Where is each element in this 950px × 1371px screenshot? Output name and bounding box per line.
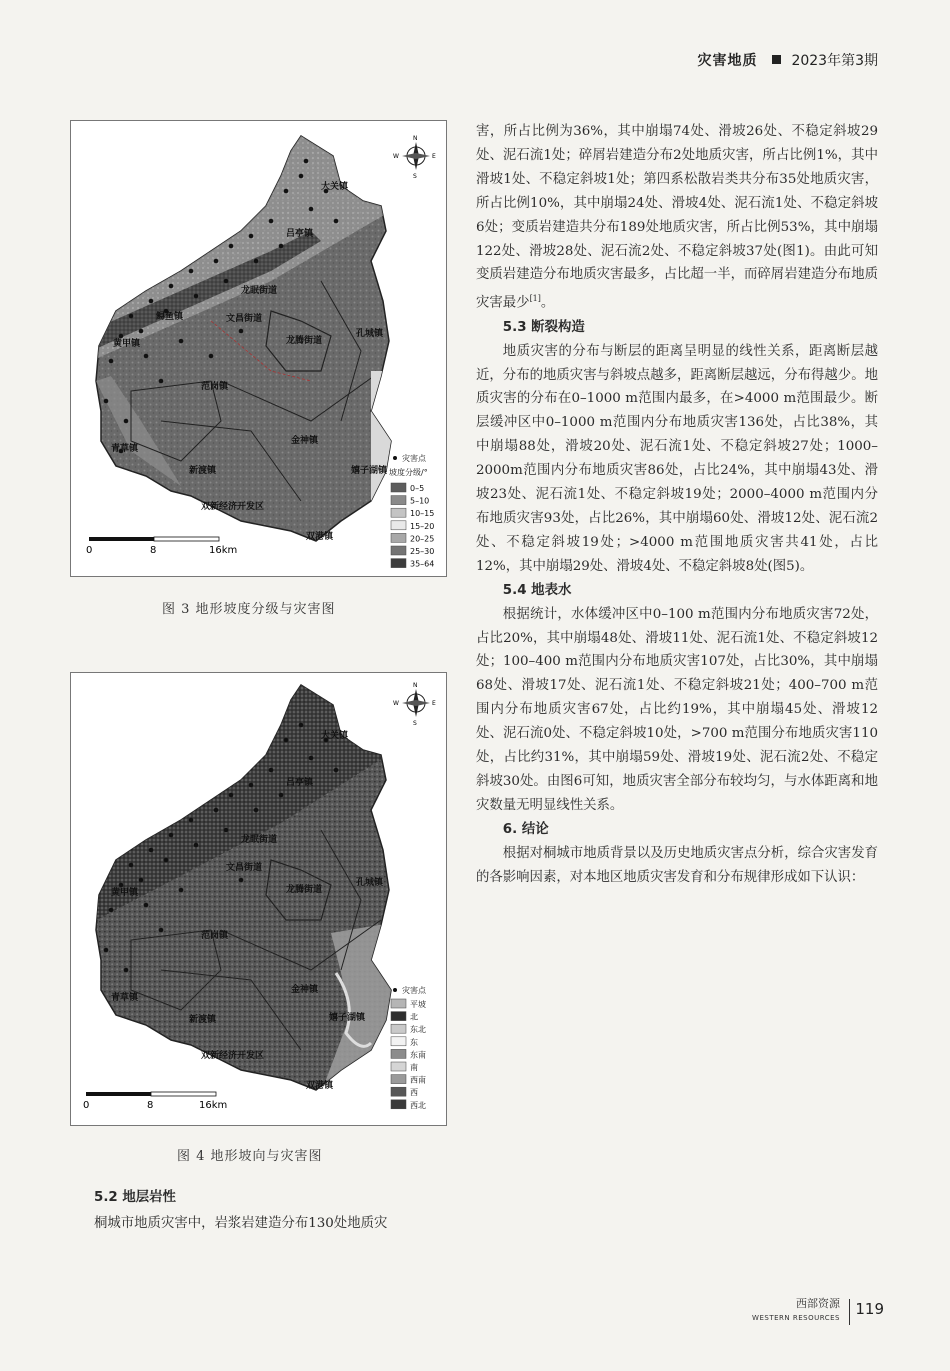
- left-column-text: [94, 1185, 469, 1237]
- legend-swatch: [391, 1087, 406, 1096]
- divider: [849, 1299, 850, 1325]
- legend-label: 20–25: [410, 534, 435, 544]
- legend-label: 东北: [410, 1025, 426, 1035]
- town-label: 新渡镇: [189, 466, 217, 476]
- slope-legend: [389, 453, 434, 569]
- town-label: 鲟鱼镇: [156, 312, 184, 322]
- town-label: 双新经济开发区: [201, 1051, 265, 1061]
- scale-bar: [86, 537, 237, 556]
- journal-brand: 西部资源 WESTERN RESOURCES: [752, 1297, 840, 1322]
- svg-text:N: N: [413, 135, 418, 142]
- square-bullet-icon: [772, 55, 781, 64]
- section-heading-5-3: 5.3 断裂构造: [502, 319, 585, 335]
- legend-swatch: [391, 521, 406, 530]
- citation-ref: [1]: [529, 294, 541, 304]
- legend-swatch: [391, 1062, 406, 1071]
- town-label: 青草镇: [111, 444, 139, 454]
- legend-swatch: [391, 483, 406, 492]
- svg-text:E: E: [432, 700, 436, 707]
- compass-rose-icon: [393, 682, 436, 727]
- svg-text:坡度分级/°: 坡度分级/°: [389, 468, 428, 477]
- aspect-legend: [391, 985, 427, 1110]
- svg-text:灾害点: 灾害点: [402, 986, 426, 995]
- town-label: 嬉子湖镇: [329, 1013, 366, 1023]
- town-label: 大关镇: [321, 182, 349, 192]
- issue-label: 2023年第3期: [791, 53, 878, 69]
- journal-name: 灾害地质: [697, 53, 758, 69]
- svg-text:0: 0: [86, 545, 93, 556]
- legend-swatch: [391, 533, 406, 542]
- legend-label: 西北: [410, 1100, 426, 1110]
- legend-swatch: [391, 496, 406, 505]
- town-label: 吕亭镇: [286, 229, 314, 239]
- town-label: 黄甲镇: [111, 888, 139, 898]
- town-label: 范岗镇: [201, 382, 229, 392]
- town-label: 双新经济开发区: [201, 502, 265, 512]
- running-header: [698, 50, 878, 70]
- town-label: 龙腾街道: [286, 336, 323, 346]
- svg-text:0: 0: [83, 1100, 90, 1111]
- town-label: 范岗镇: [201, 931, 229, 941]
- legend-swatch: [391, 1100, 406, 1109]
- legend-label: 5–10: [410, 496, 430, 506]
- section-heading-5-2: 5.2 地层岩性: [94, 1190, 176, 1205]
- svg-text:N: N: [413, 682, 418, 689]
- town-label: 龙眠街道: [241, 286, 278, 296]
- town-label: 金神镇: [291, 985, 319, 995]
- town-label: 孔城镇: [356, 329, 384, 339]
- town-label: 大关镇: [321, 731, 349, 741]
- paragraph: 桐城市地质灾害中，岩浆岩建造分布130处地质灾: [94, 1216, 388, 1231]
- svg-text:8: 8: [147, 1100, 154, 1111]
- town-label: 新渡镇: [189, 1015, 217, 1025]
- legend-label: 15–20: [410, 521, 435, 531]
- legend-swatch: [391, 1024, 406, 1033]
- legend-swatch: [391, 1075, 406, 1084]
- town-label: 双港镇: [306, 532, 334, 542]
- legend-label: 北: [410, 1012, 418, 1022]
- legend-label: 西南: [410, 1075, 426, 1085]
- svg-text:W: W: [393, 153, 399, 160]
- svg-text:E: E: [432, 153, 436, 160]
- legend-label: 10–15: [410, 509, 435, 519]
- svg-text:S: S: [413, 720, 417, 727]
- town-label: 龙腾街道: [286, 885, 323, 895]
- page-number: 119: [855, 1300, 884, 1318]
- figure-3-caption: 图 3 地形坡度分级与灾害图: [162, 602, 336, 617]
- town-label: 孔城镇: [356, 878, 384, 888]
- svg-text:8: 8: [150, 545, 157, 556]
- paragraph: 害，所占比例为36%，其中崩塌74处、滑坡26处、不稳定斜坡29处、泥石流1处；碎屑岩建造分布2处地质灾害，所占比例1%，其中滑坡1处、不稳定斜坡1处；第四系松散岩类共分布35处地质灾害，所占比例10%，其中崩塌24处、滑坡4处、泥石流1处、不稳定斜坡6处；变质岩建造共分布189处地质灾害，所占比例53%，其中崩塌122处、滑坡28处、泥石流2处、不稳定斜坡37处(图1)。由此可知变质岩建造分布地质灾害最多，占比超一半，而碎屑岩建造分布地质灾害最少[1]。: [476, 124, 878, 311]
- legend-label: 0–5: [410, 484, 425, 493]
- legend-swatch: [391, 999, 406, 1008]
- legend-label: 平坡: [410, 1000, 426, 1009]
- town-label: 文昌街道: [226, 314, 263, 324]
- town-label: 嬉子湖镇: [351, 466, 388, 476]
- legend-swatch: [391, 1012, 406, 1021]
- section-heading-6: 6. 结论: [502, 821, 549, 837]
- legend-label: 东南: [410, 1050, 426, 1060]
- town-label: 青草镇: [111, 993, 139, 1003]
- paragraph: 地质灾害的分布与断层的距离呈明显的线性关系，距离断层越近，分布的地质灾害与斜坡点越多，距离断层越远，分布得越少。地质灾害的分布在0–1000 m范围内最多，在>4000 m范围最少。断层缓冲区中0–1000 m范围内分布地质灾害136处，占比38%，其中崩塌88处，滑坡20处、泥石流1处、不稳定斜坡27处；1000–2000m范围内分布地质灾害86处，占比24%，其中崩塌43处、滑坡23处、泥石流1处、不稳定斜坡19处；2000–4000 m范围内分布地质灾害93处，占比26%，其中崩塌60处、滑坡12处、泥石流2处、不稳定斜坡19处；>4000 m范围地质灾害共41处，占比12%，其中崩塌29处、滑坡4处、不稳定斜坡8处(图5)。: [476, 343, 878, 574]
- svg-text:16km: 16km: [209, 545, 238, 556]
- scale-bar: [83, 1092, 227, 1111]
- paragraph: 根据统计，水体缓冲区中0–100 m范围内分布地质灾害72处，占比20%，其中崩塌48处、滑坡11处、泥石流1处、不稳定斜坡12处；100–400 m范围内分布地质灾害107处，占比30%，其中崩塌68处、滑坡17处、泥石流1处、不稳定斜坡21处；400–700 m范围内分布地质灾害67处，占比约19%，其中崩塌45处、滑坡12处、泥石流0处、不稳定斜坡10处，>700 m范围分布地质灾害110处，占比约31%，其中崩塌59处、滑坡19处、泥石流2处、不稳定斜坡30处。由图6可知，地质灾害全部分布较均匀，与水体距离和地灾数量无明显线性关系。: [476, 606, 878, 813]
- legend-label: 25–30: [410, 547, 435, 556]
- legend-label: 南: [410, 1063, 418, 1072]
- town-label: 吕亭镇: [286, 778, 314, 788]
- compass-rose-icon: [393, 135, 436, 180]
- legend-swatch: [391, 1049, 406, 1058]
- town-label: 龙眠街道: [241, 835, 278, 845]
- legend-swatch: [391, 508, 406, 517]
- right-column-text: [476, 120, 878, 889]
- figure-4-aspect-map: [70, 672, 447, 1126]
- paragraph: 根据对桐城市地质背景以及历史地质灾害点分析，综合灾害发育的各影响因素，对本地区地质灾害发育和分布规律形成如下认识：: [476, 845, 878, 885]
- svg-text:W: W: [393, 700, 399, 707]
- town-label: 文昌街道: [226, 863, 263, 873]
- legend-swatch: [391, 546, 406, 555]
- legend-swatch: [391, 559, 406, 568]
- legend-label: 东: [410, 1037, 418, 1047]
- section-heading-5-4: 5.4 地表水: [502, 582, 572, 598]
- svg-text:S: S: [413, 173, 417, 180]
- town-label: 黄甲镇: [113, 339, 141, 349]
- figure-3-slope-map: [70, 120, 447, 577]
- legend-label: 35–64: [410, 559, 435, 569]
- svg-text:灾害点: 灾害点: [402, 454, 426, 463]
- town-label: 双港镇: [306, 1081, 334, 1091]
- svg-text:16km: 16km: [199, 1100, 228, 1111]
- legend-label: 西: [410, 1088, 418, 1098]
- legend-swatch: [391, 1037, 406, 1046]
- town-label: 金神镇: [291, 436, 319, 446]
- figure-4-caption: 图 4 地形坡向与灾害图: [177, 1149, 323, 1164]
